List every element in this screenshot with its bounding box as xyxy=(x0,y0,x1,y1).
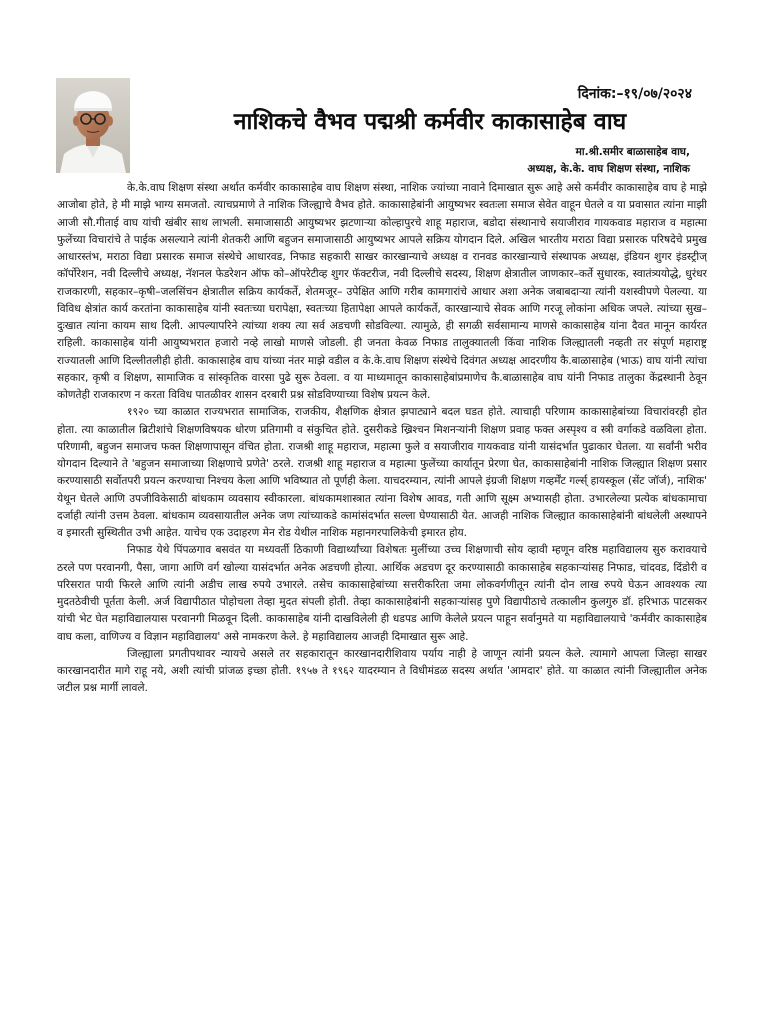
author-designation: अध्यक्ष, के.के. वाघ शिक्षण संस्था, नाशिक xyxy=(527,163,690,175)
article-paragraph: जिल्ह्याला प्रगतीपथावर न्यायचे असले तर सहकारातून कारखानदारीशिवाय पर्याय नाही हे जाणून त्यांनी प्रयत्न केले. त्यामागे आपला जिल्हा साखर कारखानदारीत मागे राहू नये, अशी त्यांची प्रांजळ इच्छा होती. १९५७ ते १९६२ यादरम्यान ते विधीमंडळ सदस्य अर्थात 'आमदार' होते. या काळात त्यांनी जिल्ह्यातील अनेक जटील प्रश्न मार्गी लावले. xyxy=(57,647,707,695)
article-title: नाशिकचे वैभव पद्मश्री कर्मवीर काकासाहेब वाघ xyxy=(233,109,627,135)
author-name: मा.श्री.समीर बाळासाहेब वाघ, xyxy=(575,146,690,158)
article-paragraph: निफाड येथे पिंपळगाव बसवंत या मध्यवर्ती ठिकाणी विद्यार्थ्यांच्या विशेषतः मुलींच्या उच्च शिक्षणाची सोय व्हावी म्हणून वरिष्ठ महाविद्यालय सुरु करावयाचे ठरले पण परवानगी, पैसा, जागा आणि वर्ग खोल्या यासंदर्भात अनेक अडचणी होत्या. आर्थिक अडचण दूर करण्यासाठी काकासाहेब सहकाऱ्यांसह निफाड, चांदवड, दिंडोरी व परिसरात पायी फिरले आणि त्यांनी अडीच लाख रुपये उभारले. तसेच काकासाहेबांच्या सत्तरीकरिता जमा लोकवर्गणीतून त्यांनी दोन लाख रुपये घेऊन आवश्यक त्या मुदतठेवीची पूर्तता केली. अर्ज विद्यापीठात पोहोचला तेव्हा मुदत संपली होती. तेव्हा काकासाहेबांनी सहकाऱ्यांसह पुणे विद्यापीठाचे तत्कालीन कुलगुरु डॉ. हरिभाऊ पाटसकर यांची भेट घेत महाविद्यालयास परवानगी मिळवून दिली. काकासाहेब यांनी दाखविलेली ही धडपड आणि केलेले प्रयत्न पाहून सर्वानुमते या महाविद्यालयाचे 'कर्मवीर काकासाहेब वाघ कला, वाणिज्य व विज्ञान महाविद्यालय' असे नामकरण केले. हे महाविद्यालय आजही दिमाखात सुरू आहे. xyxy=(57,544,707,643)
date-line: दिनांक:–१९/०७/२०२४ xyxy=(577,86,692,102)
portrait-illustration xyxy=(56,78,130,173)
author-block xyxy=(527,144,690,178)
article-paragraph: के.के.वाघ शिक्षण संस्था अर्थात कर्मवीर काकासाहेब वाघ शिक्षण संस्था, नाशिक ज्यांच्या नावाने दिमाखात सुरू आहे असे कर्मवीर काकासाहेब वाघ हे माझे आजोबा होते, हे मी माझे भाग्य समजतो. त्याचप्रमाणे ते नाशिक जिल्ह्याचे वैभव होते. काकासाहेबांनी आयुष्यभर स्वतःला समाज सेवेत वाहून घेतले व या प्रवासात त्यांना माझी आजी सौ.गीताई वाघ यांची खंबीर साथ लाभली. समाजासाठी आयुष्यभर झटणाऱ्या कोल्हापुरचे शाहू महाराज, बडोदा संस्थानाचे सयाजीराव गायकवाड महाराज व महात्मा फुलेंच्या विचारांचे ते पाईक असल्याने त्यांनी शेतकरी आणि बहुजन समाजासाठी आयुष्यभर आपले सक्रिय योगदान दिले. अखिल भारतीय मराठा विद्या प्रसारक परिषदेचे प्रमुख आधारस्तंभ, मराठा विद्या प्रसारक समाज संस्थेचे आधारवड, निफाड सहकारी साखर कारखान्याचे अध्यक्ष व रानवड कारखान्याचे संस्थापक अध्यक्ष, इंडियन शुगर इंडस्ट्रीज् कॉर्पोरेशन, नवी दिल्लीचे अध्यक्ष, नॅशनल फेडरेशन ऑफ को–ऑपरेटीव्ह शुगर फॅक्टरीज, नवी दिल्लीचे सदस्य, शिक्षण क्षेत्रातील जाणकार–कर्ते सुधारक, स्वातंत्र्ययोद्धे, धुरंधर राजकारणी, सहकार–कृषी–जलसिंचन क्षेत्रातील सक्रिय कार्यकर्ते, शेतमजूर– उपेक्षित आणि गरीब कामगारांचे आधार अशा अनेक जबाबदाऱ्या त्यांनी यशस्वीपणे पेलल्या. या विविध क्षेत्रांत कार्य करतांना काकासाहेब यांनी स्वतःच्या घरापेक्षा, स्वतःच्या हितापेक्षा आपले कार्यकर्ते, कारखान्याचे सेवक आणि गरजू लोकांना अधिक जपले. त्यांच्या सुख–दुःखात त्यांना कायम साथ दिली. आपल्यापरिने त्यांच्या शक्य त्या सर्व अडचणी सोडविल्या. त्यामुळे, ही सगळी सर्वसामान्य माणसे काकासाहेब यांना दैवत मानून कार्यरत राहिली. काकासाहेब यांनी आयुष्यभरात हजारो नव्हे लाखो माणसे जोडली. ही जनता केवळ निफाड तालुक्यातली किंवा नाशिक जिल्ह्यातली नव्हती तर संपूर्ण महाराष्ट्र राज्यातली आणि दिल्लीतलीही होती. काकासाहेब वाघ यांच्या नंतर माझे वडील व के.के.वाघ शिक्षण संस्थेचे दिवंगत अध्यक्ष आदरणीय कै.बाळासाहेब (भाऊ) वाघ यांनी त्यांचा सहकार, कृषी व शिक्षण, सामाजिक व सांस्कृतिक वारसा पुढे सुरू ठेवला. व या माध्यमातून काकासाहेबांप्रमाणेच कै.बाळासाहेब वाघ यांनी निफाड तालुका केंद्रस्थानी ठेवून कोणतेही राजकारण न करता विविध पातळीवर शासन दरबारी प्रश्न सोडविण्याच्या विशेष प्रयत्न केले. xyxy=(57,182,707,401)
portrait-photo xyxy=(56,78,130,173)
article-paragraph: १९२० च्या काळात राज्यभरात सामाजिक, राजकीय, शैक्षणिक क्षेत्रात झपाट्याने बदल घडत होते. त्याचाही परिणाम काकासाहेबांच्या विचारांवरही होत होता. त्या काळातील ब्रिटीशांचे शिक्षणविषयक धोरण प्रतिगामी व संकुचित होते. दुसरीकडे ख्रिश्चन मिशनऱ्यांनी शिक्षण प्रवाह फक्त अस्पृश्य व स्त्री वर्गाकडे वळविला होता. परिणामी, बहुजन समाजच फक्त शिक्षणापासून वंचित होता. राजश्री शाहू महाराज, महात्मा फुले व सयाजीराव गायकवाड यांनी यासंदर्भात पुढाकार घेतला. या सर्वांनी भरीव योगदान दिल्याने ते 'बहुजन समाजाच्या शिक्षणाचे प्रणेते' ठरले. राजश्री शाहू महाराज व महात्मा फुलेंच्या कार्यातून प्रेरणा घेत, काकासाहेबांनी नाशिक जिल्ह्यात शिक्षण प्रसार करण्यासाठी सर्वोतपरी प्रयत्न करण्याचा निश्चय केला आणि भविष्यात तो पूर्णही केला. याचदरम्यान, त्यांनी आपले इंग्रजी शिक्षण गव्हर्मेंट गर्ल्स् हायस्कूल (सेंट जॉर्ज), नाशिक' येथून घेतले आणि उपजीविकेसाठी बांधकाम व्यवसाय स्वीकारला. बांधकामशास्त्रात त्यांना विशेष आवड, गती आणि सूक्ष्म अभ्यासही होता. उभारलेल्या प्रत्येक बांधकामाचा दर्जाही त्यांनी उत्तम ठेवला. बांधकाम व्यवसायातील अनेक जण त्यांच्याकडे कामांसंदर्भात सल्ला घेण्यासाठी येत. आजही नाशिक जिल्ह्यात काकासाहेबांनी बांधलेली अस्थापने व इमारती सुस्थितीत उभी आहेत. याचेच एक उदाहरण मेन रोड येथील नाशिक महानगरपालिकेची इमारत होय. xyxy=(57,406,707,539)
article-body xyxy=(57,180,707,968)
